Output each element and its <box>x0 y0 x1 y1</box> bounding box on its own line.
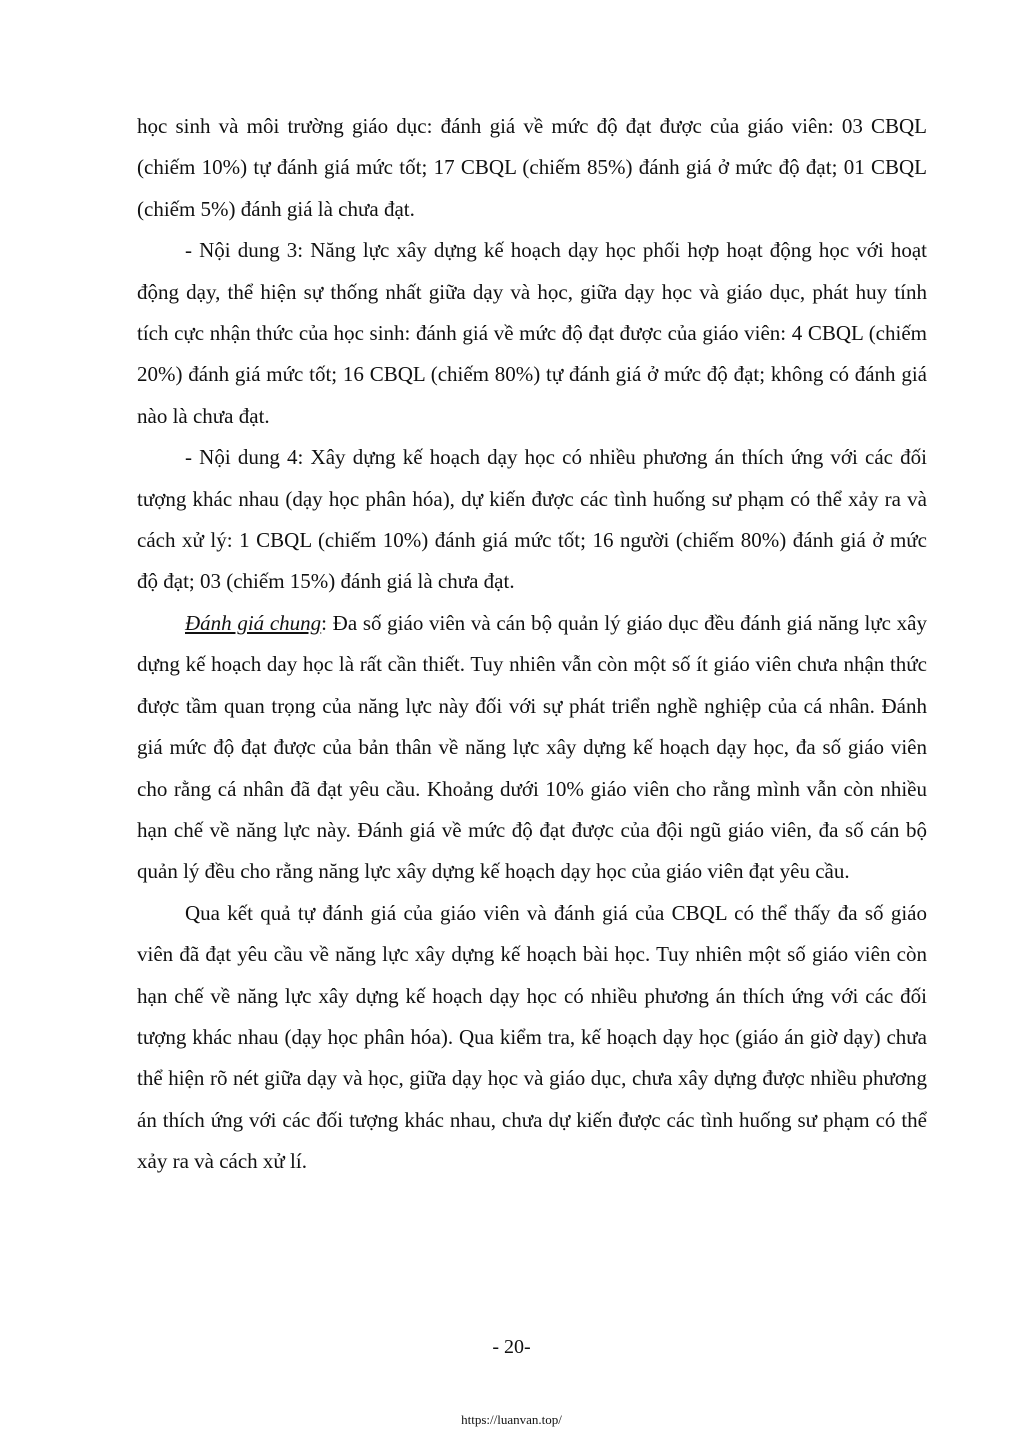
paragraph-text: - Nội dung 3: Năng lực xây dựng kế hoạch dạy học phối hợp hoạt động học với hoạt động dạy, thể hiện sự thống nhất giữa dạy và học, giữa dạy học và giáo dục, phát huy tính tích cực nhận thức của học sinh: đánh giá về mức độ đạt được của giáo viên: 4 CBQL (chiếm 20%) đánh giá mức tốt; 16 CBQL (chiếm 80%) tự đánh giá ở mức độ đạt; không có đánh giá nào là chưa đạt. <box>137 238 927 428</box>
paragraph-continuation <box>137 106 927 230</box>
paragraph-general-assessment <box>137 603 927 893</box>
document-body <box>137 106 927 1183</box>
paragraph-text: : Đa số giáo viên và cán bộ quản lý giáo dục đều đánh giá năng lực xây dựng kế hoạch day học là rất cần thiết. Tuy nhiên vẫn còn một số ít giáo viên chưa nhận thức được tầm quan trọng của năng lực này đối với sự phát triển nghề nghiệp của cá nhân. Đánh giá mức độ đạt được của bản thân về năng lực xây dựng kế hoạch dạy học, đa số giáo viên cho rằng cá nhân đã đạt yêu cầu. Khoảng dưới 10% giáo viên cho rằng mình vẫn còn nhiều hạn chế về năng lực này. Đánh giá về mức độ đạt được của đội ngũ giáo viên, đa số cán bộ quản lý đều cho rằng năng lực xây dựng kế hoạch dạy học của giáo viên đạt yêu cầu. <box>137 610 927 884</box>
footer-url: https://luanvan.top/ <box>461 1412 562 1427</box>
paragraph-text: học sinh và môi trường giáo dục: đánh giá về mức độ đạt được của giáo viên: 03 CBQL (chiếm 10%) tự đánh giá mức tốt; 17 CBQL (chiếm 85%) đánh giá ở mức độ đạt; 01 CBQL (chiếm 5%) đánh giá là chưa đạt. <box>137 114 927 221</box>
paragraph-text: Qua kết quả tự đánh giá của giáo viên và đánh giá của CBQL có thể thấy đa số giáo viên đã đạt yêu cầu về năng lực xây dựng kế hoạch bài học. Tuy nhiên một số giáo viên còn hạn chế về năng lực xây dựng kế hoạch dạy học có nhiều phương án thích ứng với các đối tượng khác nhau (dạy học phân hóa). Qua kiểm tra, kế hoạch dạy học (giáo án giờ dạy) chưa thể hiện rõ nét giữa dạy và học, giữa dạy học và giáo dục, chưa xây dựng được nhiều phương án thích ứng với các đối tượng khác nhau, chưa dự kiến được các tình huống sư phạm có thể xảy ra và cách xử lí. <box>137 900 927 1174</box>
general-assessment-heading: Đánh giá chung <box>185 610 322 635</box>
paragraph-conclusion <box>137 893 927 1183</box>
paragraph-text: - Nội dung 4: Xây dựng kế hoạch dạy học có nhiều phương án thích ứng với các đối tượng khác nhau (dạy học phân hóa), dự kiến được các tình huống sư phạm có thể xảy ra và cách xử lý: 1 CBQL (chiếm 10%) đánh giá mức tốt; 16 người (chiếm 80%) đánh giá ở mức độ đạt; 03 (chiếm 15%) đánh giá là chưa đạt. <box>137 445 927 594</box>
page-number: - 20- <box>492 1336 531 1358</box>
paragraph-content-3 <box>137 230 927 437</box>
paragraph-content-4 <box>137 437 927 603</box>
